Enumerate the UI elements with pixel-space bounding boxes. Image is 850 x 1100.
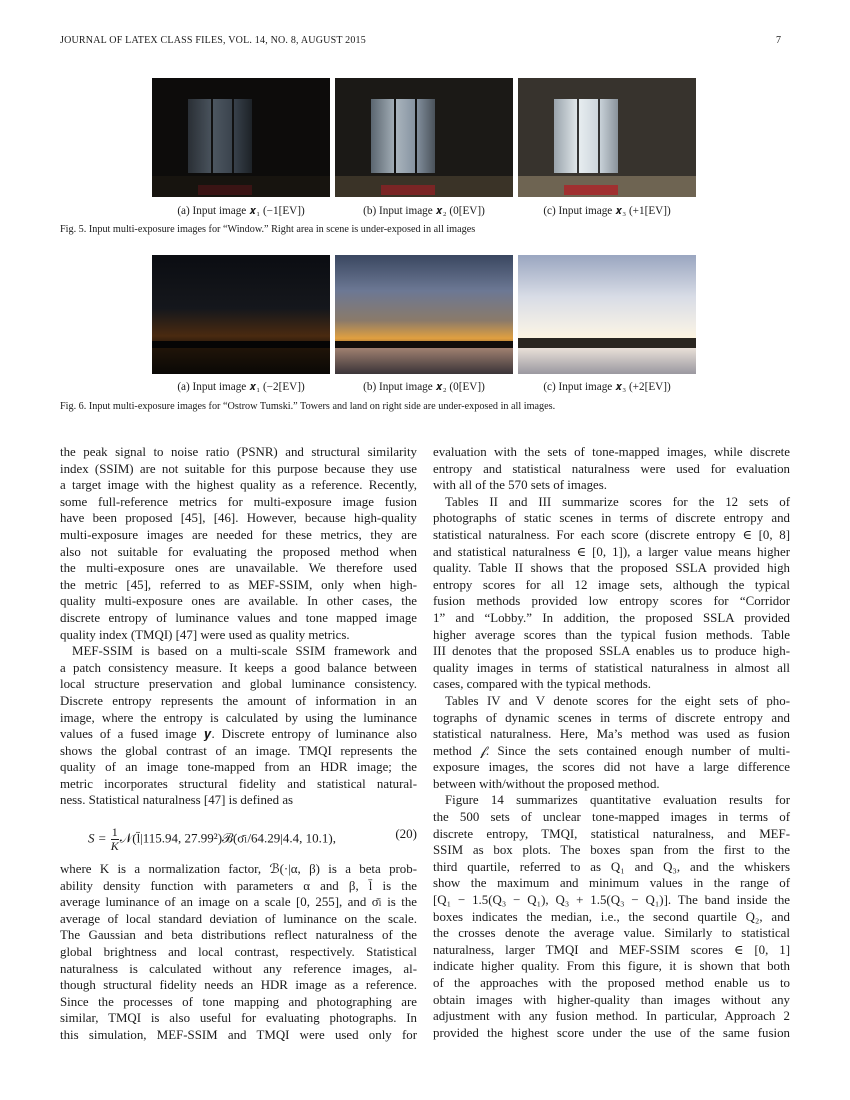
text-line: some full-reference metrics for multi-exposure image fusion [60,494,417,509]
text-line: global brightness and local contrast, respectively. Statistical [60,944,417,959]
sunset-image-minus2ev [152,255,330,374]
paragraph [60,643,417,809]
text-line: quality multi-exposure ones are available. In other cases, the [60,594,417,609]
subcaption-c: (c) Input image 𝒙₃ (+1[EV]) [543,205,671,217]
text-line: show the maximum and minimum values in the range of [433,876,790,891]
text-line: SSIM as box plots. The boxes span from the first to the [433,843,790,858]
text-line: Since the processes of tone mapping and photographing are [60,994,417,1009]
subcaption-a: (a) Input image 𝒙₁ (−1[EV]) [177,205,305,217]
text-line: with all of the 570 sets of images. [433,478,607,493]
equation-rhs: 𝒩(l̄|115.94, 27.99²)ℬ(σ̄ₗ/64.29|4.4, 10.1), [119,830,336,846]
text-line: naturalness, larger TMQI and MEF-SSIM scores ∈ [0, 1] [433,942,790,957]
right-column [433,444,790,1041]
text-line: entropy and statistical naturalness were used for evaluation [433,461,790,476]
text-line: multi-exposure images are needed for these metrics, they are [60,527,417,542]
text-line: have been proposed [45], [46]. However, because high-quality [60,511,417,526]
text-line: values of a fused image 𝒚. Discrete entropy of luminance also [60,727,417,742]
paragraph [433,792,790,1041]
text-line: discrete entropy of luminance values and tone mapped image [60,610,417,625]
text-line: evaluation with the sets of tone-mapped images, while discrete [433,445,790,459]
subcaption-b: (b) Input image 𝒙₂ (0[EV]) [363,205,485,217]
text-line: the peak signal to noise ratio (PSNR) and structural similarity [60,445,417,459]
text-line: tographs of dynamic scenes in terms of discrete entropy and [433,710,790,725]
text-line: naturalness is calculated without any reference images, al- [60,961,417,976]
text-line: exposure images, the scores did not have a large difference [433,760,790,775]
text-line: similar, TMQI is also useful for evaluating photographs. In [60,1011,417,1026]
paragraph [433,494,790,693]
text-line: and statistical naturalness ∈ [0, 1]), a larger value means higher [433,544,790,559]
text-line: of the approaches with the proposed method enable us to [433,976,790,990]
text-line: MEF-SSIM is based on a multi-scale SSIM framework and [72,644,417,659]
text-line: method 𝒻. Since the sets contained enough number of multi- [433,743,790,758]
text-line: fusion methods provided low entropy scores for “Corridor [433,594,790,609]
window-image-plus1ev [518,78,696,197]
window-image-minus1ev [152,78,330,197]
equation-20 [60,816,417,854]
text-line: quality images in terms of statistical naturalness in almost all [433,660,790,675]
text-line: average of local standard deviation of luminance on the scale. [60,911,417,926]
fraction-numerator: 1 [111,825,118,839]
text-line: local structure preservation and global luminance consistency. [60,677,417,692]
text-line: third quartile, referred to as Q₁ and Q₃, and the whiskers [433,859,790,874]
text-line: adjustment with any fusion method. In particular, Approach 2 [433,1009,790,1024]
text-line: ability density function with parameters α and β, l̄ is the [60,878,417,893]
text-line: cases, compared with the typical methods. [433,677,652,692]
text-line: III denotes that the proposed SSLA enables us to produce high- [433,644,790,659]
paragraph [433,693,790,793]
fraction-denominator: K [110,839,119,853]
text-line: statistical naturalness. Here, Ma’s method was used as fusion [433,727,790,742]
equation-body [88,826,336,853]
window-image-0ev [335,78,513,197]
figure-6-caption: Fig. 6. Input multi-exposure images for “Ostrow Tumski.” Towers and land on right side are under-exposed in all images. [60,401,556,412]
subcaption-c: (c) Input image 𝒙₃ (+2[EV]) [543,381,671,393]
text-line: the 500 sets of unclear tone-mapped images in terms of [433,810,790,825]
left-column [60,444,417,809]
text-line: entropy scores for all 12 image sets, although the typical [433,577,790,592]
text-line: [Q₁ − 1.5(Q₃ − Q₁), Q₃ + 1.5(Q₃ − Q₁)]. The band inside the [433,893,790,908]
text-line: shows the global contrast of an image. TMQI represents the [60,743,417,758]
paragraph [60,861,417,1044]
text-line: quality of an image tone-mapped from an HDR image; the [60,760,417,775]
text-line: this simulation, MEF-SSIM and TMQI were used only for [60,1027,417,1042]
text-line: quality. Table II shows that the proposed SSLA provided high [433,561,790,576]
text-line: Tables II and III summarize scores for the 12 sets of [445,494,790,509]
subcaption-a: (a) Input image 𝒙₁ (−2[EV]) [177,381,305,393]
text-line: metric incorporates structural fidelity and statistical natural- [60,776,417,791]
text-line: the multi-exposure ones are unavailable. We therefore used [60,561,417,576]
text-line: Tables IV and V denote scores for the eight sets of pho- [445,693,790,708]
text-line: the metric [45], referred to as MEF-SSIM, only when high- [60,577,417,592]
text-line: ness. Statistical naturalness [47] is defined as [60,793,294,808]
text-line: index (SSIM) are not suitable for this purpose because they use [60,461,417,476]
running-header: JOURNAL OF LATEX CLASS FILES, VOL. 14, NO. 8, AUGUST 2015 [60,35,366,46]
equation-number: (20) [395,826,417,841]
text-line: boxes indicates the median, i.e., the second quartile Q₂, and [433,909,790,924]
text-line: indicate higher quality. From this figure, it is shown that both [433,959,790,974]
paragraph [60,444,417,643]
text-line: provided the highest score under the use of the same fusion [433,1025,790,1040]
text-line: the crosses denote the average value. Similarly to statistical [433,926,790,941]
text-line: obtain images with higher-quality than images without any [433,992,790,1007]
text-line: The Gaussian and beta distributions reflect naturalness of the [60,928,417,943]
figure-5-caption: Fig. 5. Input multi-exposure images for “Window.” Right area in scene is under-exposed in all images [60,224,476,235]
text-line: though structural fidelity needs an HDR image as a reference. [60,978,417,993]
text-line: statistical naturalness. For each score (discrete entropy ∈ [0, 8] [433,527,790,542]
sunset-image-0ev [335,255,513,374]
left-column-continued [60,861,417,1044]
text-line: average luminance of an image on a scale [0, 255], and σ̄ₗ is the [60,895,417,910]
equation-lhs: S = [88,830,107,846]
sunset-image-plus2ev [518,255,696,374]
text-line: image, where the entropy is calculated by using the luminance [60,710,417,725]
text-line: photographs of static scenes in terms of discrete entropy and [433,511,790,526]
subcaption-b: (b) Input image 𝒙₂ (0[EV]) [363,381,485,393]
text-line: where K is a normalization factor, ℬ(·|α, β) is a beta prob- [60,862,417,876]
text-line: also not suitable for evaluating the proposed method when [60,544,417,559]
text-line: quality index (TMQI) [47] were used as quality metrics. [60,627,350,642]
text-line: a patch consistency measure. It keeps a good balance between [60,660,417,675]
paragraph [433,444,790,494]
text-line: 1” and “Lobby.” In addition, the proposed SSLA provided [433,610,790,625]
text-line: Discrete entropy represents the amount of information in an [60,693,417,708]
equation-fraction [111,826,119,853]
page-number: 7 [776,35,782,46]
text-line: discrete entropy, TMQI, statistical naturalness, and MEF- [433,826,790,841]
text-line: a target image with the highest quality as a reference. Recently, [60,478,417,493]
text-line: Figure 14 summarizes quantitative evaluation results for [445,793,790,808]
text-line: between with/without the proposed method. [433,776,660,791]
text-line: higher average scores than the typical fusion methods. Table [433,627,790,642]
